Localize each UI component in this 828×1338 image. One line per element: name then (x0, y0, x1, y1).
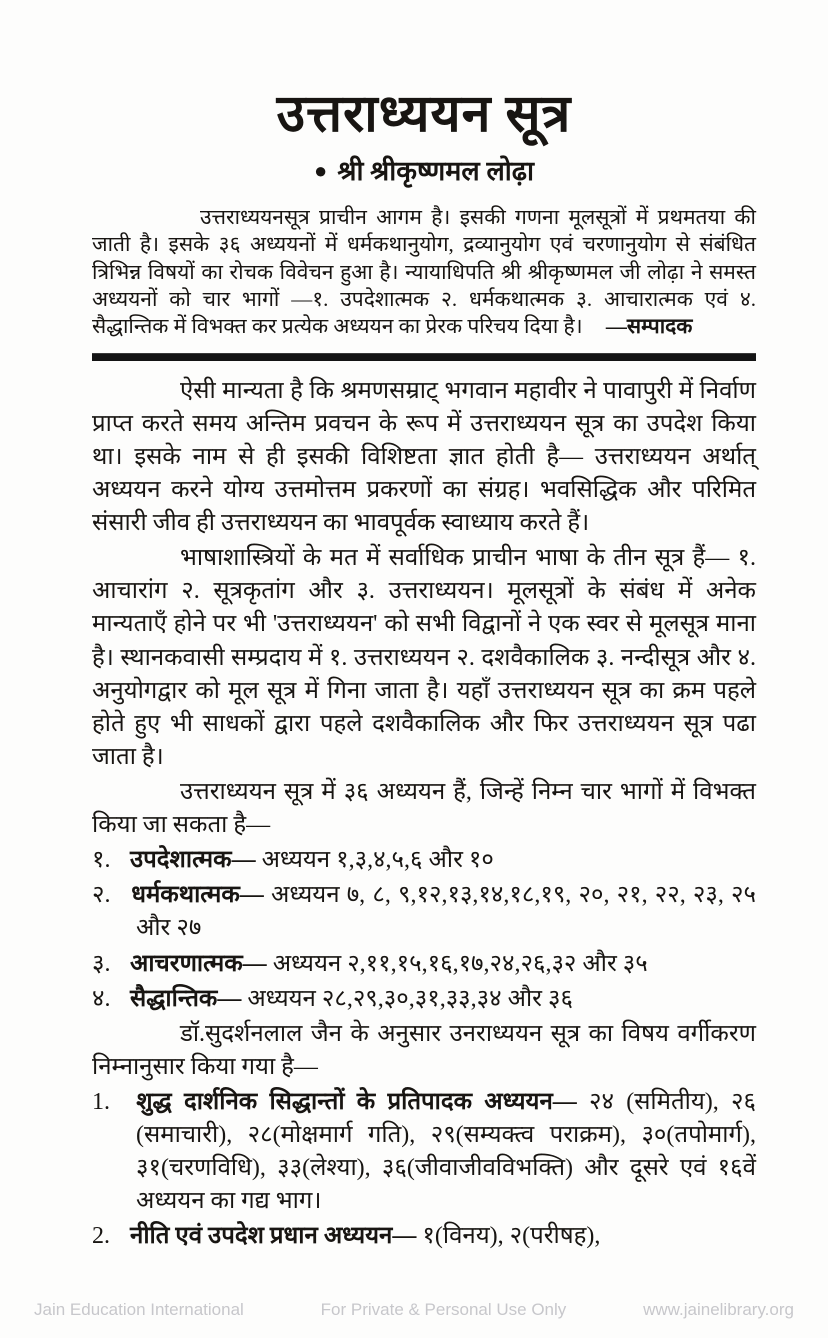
list-item (92, 879, 756, 945)
classification-intro: डॉ.सुदर्शनलाल जैन के अनुसार उनराध्ययन सूत्र का विषय वर्गीकरण निम्नानुसार किया गया है— (92, 1020, 756, 1080)
list-heading: आचरणात्मक— (130, 950, 267, 977)
footer-center: For Private & Personal Use Only (320, 1300, 567, 1319)
list-number: ४. (92, 985, 111, 1012)
list-text: अध्ययन २,११,१५,१६,१७,२४,२६,३२ और ३५ (272, 950, 648, 977)
list-number: १. (92, 847, 111, 874)
list-heading: उपदेशात्मक— (130, 847, 256, 874)
list-text: २४ (समितीय), २६ (समाचारी), २८(मोक्षमार्ग गति), २९(सम्यक्त्व पराक्रम), ३०(तपोमार्ग), ३१(चरणविधि), ३३(लेश्या), ३६(जीवाजीवविभक्ति) और दूसरे एवं १६वें अध्ययन का गद्य भाग। (136, 1088, 756, 1215)
list-item (92, 844, 756, 877)
list-number: 2. (92, 1223, 110, 1250)
author-name: श्री श्रीकृष्णमल लोढ़ा (337, 156, 534, 187)
horizontal-rule (92, 353, 756, 361)
body-paragraph: उत्तराध्ययन सूत्र में ३६ अध्ययन हैं, जिन्हें निम्न चार भागों में विभक्त किया जा सकता है— (92, 778, 756, 839)
footer-left: Jain Education International (34, 1300, 244, 1319)
page-title: उत्तराध्ययन सूत्र (276, 86, 572, 143)
editor-note-text: उत्तराध्ययनसूत्र प्राचीन आगम है। इसकी गणना मूलसूत्रों में प्रथमतया की जाती है। इसके ३६ अध्ययनों में धर्मकथानुयोग, द्रव्यानुयोग एवं चरणानुयोग से संबंधित त्रिभिन्न विषयों का रोचक विवेचन हुआ है। न्यायाधिपति श्री श्रीकृष्णमल जी लोढ़ा ने समस्त अध्ययनों को चार भागों —१. उपदेशात्मक २. धर्मकथात्मक ३. आचारात्मक एवं ४. सैद्धान्तिक में विभक्त कर प्रत्येक अध्ययन का प्रेरक परिचय दिया है। (92, 205, 756, 339)
list-text: अध्ययन १,३,४,५,६ और १० (261, 847, 494, 874)
editor-signature: —सम्पादक (605, 314, 693, 339)
list-heading: सैद्धान्तिक— (130, 985, 242, 1012)
list-number: 1. (92, 1088, 110, 1115)
list-text: १(विनय), २(परीषह), (422, 1223, 601, 1250)
list-heading: धर्मकथात्मक— (131, 882, 264, 909)
list-text: अध्ययन ७, ८, ९,१२,१३,१४,१८,१९, २०, २१, २२, २३, २५ और २७ (136, 882, 757, 942)
footer-right: www.jainelibrary.org (643, 1300, 794, 1319)
body-paragraph: भाषाशास्त्रियों के मत में सर्वाधिक प्राचीन भाषा के तीन सूत्र हैं— १. आचारांग २. सूत्रकृतांग और ३. उत्तराध्ययन। मूलसूत्रों के संबंध में अनेक मान्यताएँ होने पर भी 'उत्तराध्ययन' को सभी विद्वानों ने एक स्वर से मूलसूत्र माना है। स्थानकवासी सम्प्रदाय में १. उत्तराध्ययन २. दशवैकालिक ३. नन्दीसूत्र और ४. अनुयोगद्वार को मूल सूत्र में गिना जाता है। यहाँ उत्तराध्ययन सूत्र का क्रम पहले होते हुए भी साधकों द्वारा पहले दशवैकालिक और फिर उत्तराध्ययन सूत्र पढा जाता है। (92, 545, 756, 770)
list-item (92, 1086, 756, 1218)
list-item (92, 1220, 756, 1253)
flower-bullet-icon: ● (314, 158, 328, 184)
body-paragraph: ऐसी मान्यता है कि श्रमणसम्राट् भगवान महावीर ने पावापुरी में निर्वाण प्राप्त करते समय अन्तिम प्रवचन के रूप में उत्तराध्ययन सूत्र का उपदेश किया था। इसके नाम से ही इसकी विशिष्टता ज्ञात होती है— उत्तराध्ययन अर्थात् अध्ययन करने योग्य उत्तमोत्तम प्रकरणों का संग्रह। भवसिद्धिक और परिमित संसारी जीव ही उत्तराध्ययन का भावपूर्वक स्वाध्याय करते हैं। (92, 377, 756, 537)
list-item (92, 948, 756, 981)
list-heading: नीति एवं उपदेश प्रधान अध्ययन— (130, 1223, 417, 1250)
category-list (92, 844, 756, 1016)
list-item (92, 983, 756, 1016)
list-number: २. (92, 882, 111, 909)
text-block (92, 86, 756, 1256)
scan-footer (0, 1300, 828, 1320)
editor-note (92, 204, 756, 340)
list-heading: शुद्ध दार्शनिक सिद्धान्तों के प्रतिपादक अध्ययन— (136, 1088, 577, 1115)
classification-list (92, 1086, 756, 1254)
author-byline (92, 151, 756, 188)
list-number: ३. (92, 950, 111, 977)
list-text: अध्ययन २८,२९,३०,३१,३३,३४ और ३६ (247, 985, 573, 1012)
